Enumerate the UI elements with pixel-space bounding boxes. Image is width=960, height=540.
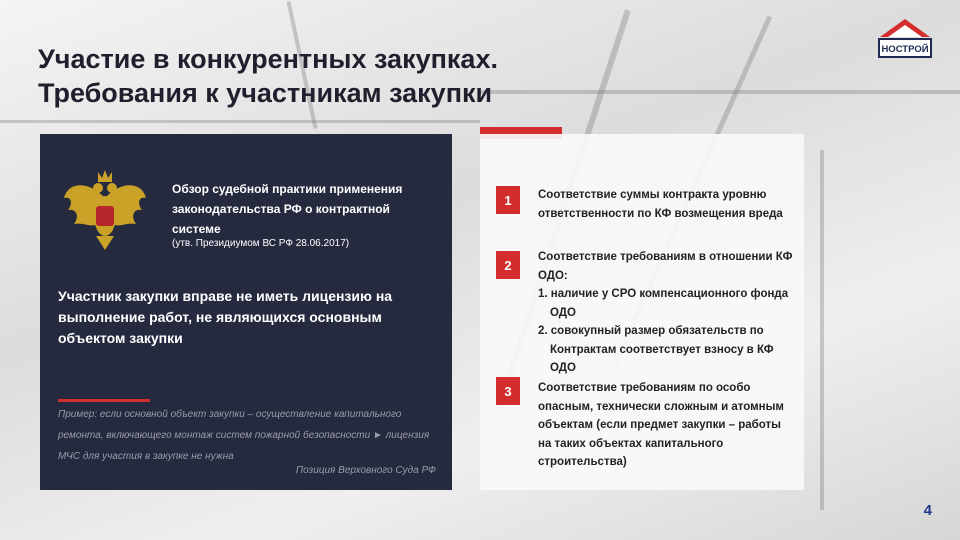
red-divider xyxy=(58,399,150,402)
requirement-1-text: Соответствие суммы контракта уровню ответственности по КФ возмещения вреда xyxy=(538,189,783,220)
slide-title xyxy=(38,42,498,110)
court-practice-panel xyxy=(40,134,452,490)
requirement-2-subitem-1: 1. наличие у СРО компенсационного фонда ОДО xyxy=(538,288,789,319)
page-number: 4 xyxy=(923,502,932,519)
coat-of-arms-icon xyxy=(58,164,152,258)
requirement-number-1: 1 xyxy=(496,186,520,214)
example-note: Пример: если основной объект закупки – осуществление капитального ремонта, включающего монтаж систем пожарной безопасности ► лицензия МЧС для участия в закупке не нужна xyxy=(58,409,430,462)
license-statement: Участник закупки вправе не иметь лицензию на выполнение работ, не являющихся основным объектом закупки xyxy=(58,288,393,346)
requirement-2-subitem-2: 2. совокупный размер обязательств по Контрактам соответствует взносу в КФ ОДО xyxy=(538,325,774,374)
supreme-court-signature: Позиция Верховного Суда РФ xyxy=(295,465,436,476)
requirement-number-3: 3 xyxy=(496,377,520,405)
approval-note: (утв. Президиумом ВС РФ 28.06.2017) xyxy=(172,238,350,249)
slide-title-line-1: Участие в конкурентных закупках. xyxy=(38,44,498,74)
slide-title-line-2: Требования к участникам закупки xyxy=(38,78,493,108)
requirement-number-2: 2 xyxy=(496,251,520,279)
requirement-3-text: Соответствие требованиям по особо опасным, технически сложным и атомным объектам (если предмет закупки – работы на таких объектах капитального строительства) xyxy=(538,382,784,468)
review-title: Обзор судебной практики применения законодательства РФ о контрактной системе xyxy=(172,182,403,236)
requirement-2-text: Соответствие требованиям в отношении КФ ОДО: xyxy=(538,251,793,282)
requirement-2 xyxy=(538,248,796,378)
nostroy-logo xyxy=(876,16,934,66)
logo-text: НОСТРОЙ xyxy=(881,44,929,55)
